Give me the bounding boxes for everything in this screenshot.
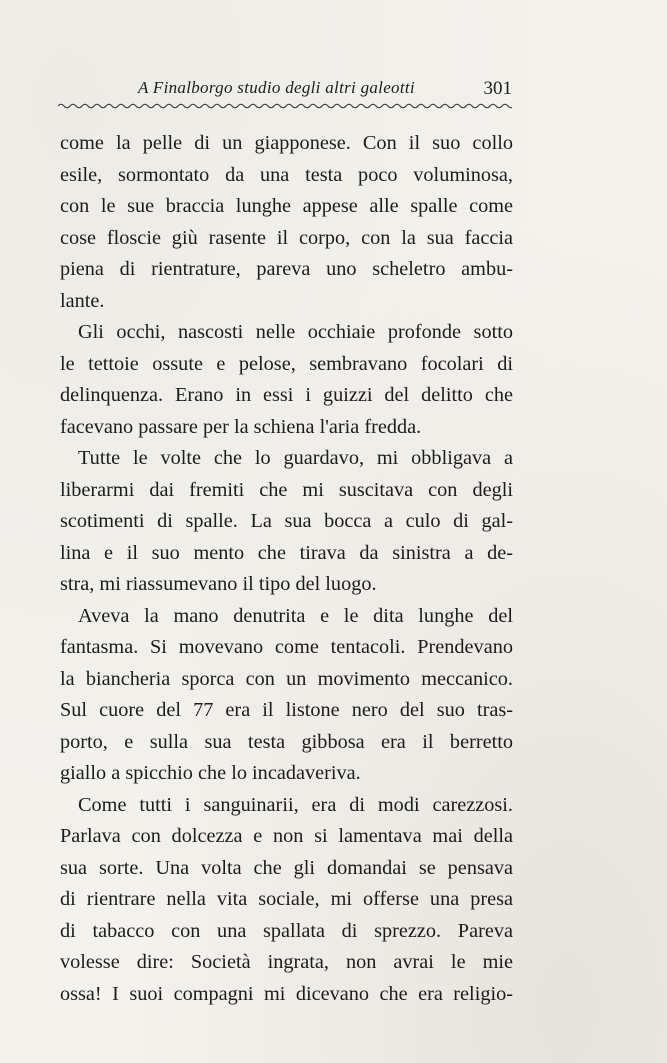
text-line: volesse dire: Società ingrata, non avrai le mie [60,951,513,973]
text-line: facevano passare per la schiena l'aria fredda. [60,415,422,438]
text-line: stra, mi riassumevano il tipo del luogo. [60,573,377,595]
text-line: ossa! I suoi compagni mi dicevano che era religio- [60,982,513,1005]
text-line: liberarmi dai fremiti che mi suscitava con degli [60,478,513,501]
text-line: Parlava con dolcezza e non si lamentava mai della [60,825,513,847]
text-line: piena di rientrature, pareva uno scheletro ambu- [60,258,513,280]
text-line: sua sorte. Una volta che gli domandai se pensava [60,856,513,879]
wavy-rule-ornament [58,102,512,110]
text-line: Gli occhi, nascosti nelle occhiaie profonde sotto [78,321,513,343]
text-line: come la pelle di un giapponese. Con il suo collo [60,132,513,154]
paragraph [60,790,513,1011]
body-text [60,128,513,1010]
text-line: fantasma. Si movevano come tentacoli. Prendevano [60,636,513,658]
text-line: di rientrare nella vita sociale, mi offerse una presa [60,888,513,910]
text-line: le tettoie ossute e pelose, sembravano focolari di [60,352,513,375]
text-line: Aveva la mano denutrita e le dita lunghe del [78,604,513,627]
text-line: cose floscie giù rasente il corpo, con la sua faccia [60,226,513,249]
page-number: 301 [483,78,512,99]
text-line: lina e il suo mento che tirava da sinistra a de- [60,541,513,564]
text-line: di tabacco con una spallata di sprezzo. Pareva [60,919,513,942]
text-line: la biancheria sporca con un movimento meccanico. [60,667,513,690]
running-head [58,74,512,110]
text-line: scotimenti di spalle. La sua bocca a culo di gal- [60,510,513,532]
running-title: A Finalborgo studio degli altri galeotti [138,78,415,97]
text-line: con le sue braccia lunghe appese alle spalle come [60,195,513,217]
paragraph [60,443,513,601]
paragraph [60,128,513,317]
paragraph [60,317,513,443]
text-line: porto, e sulla sua testa gibbosa era il berretto [60,730,513,753]
text-line: giallo a spicchio che lo incadaveriva. [60,762,361,784]
text-line: Come tutti i sanguinarii, era di modi carezzosi. [78,793,513,816]
text-line: esile, sormontato da una testa poco voluminosa, [60,163,513,186]
text-line: lante. [60,289,105,312]
text-line: delinquenza. Erano in essi i guizzi del delitto che [60,384,513,406]
paragraph [60,601,513,790]
text-line: Sul cuore del 77 era il listone nero del suo tras- [60,699,513,721]
text-line: Tutte le volte che lo guardavo, mi obbligava a [78,447,513,469]
